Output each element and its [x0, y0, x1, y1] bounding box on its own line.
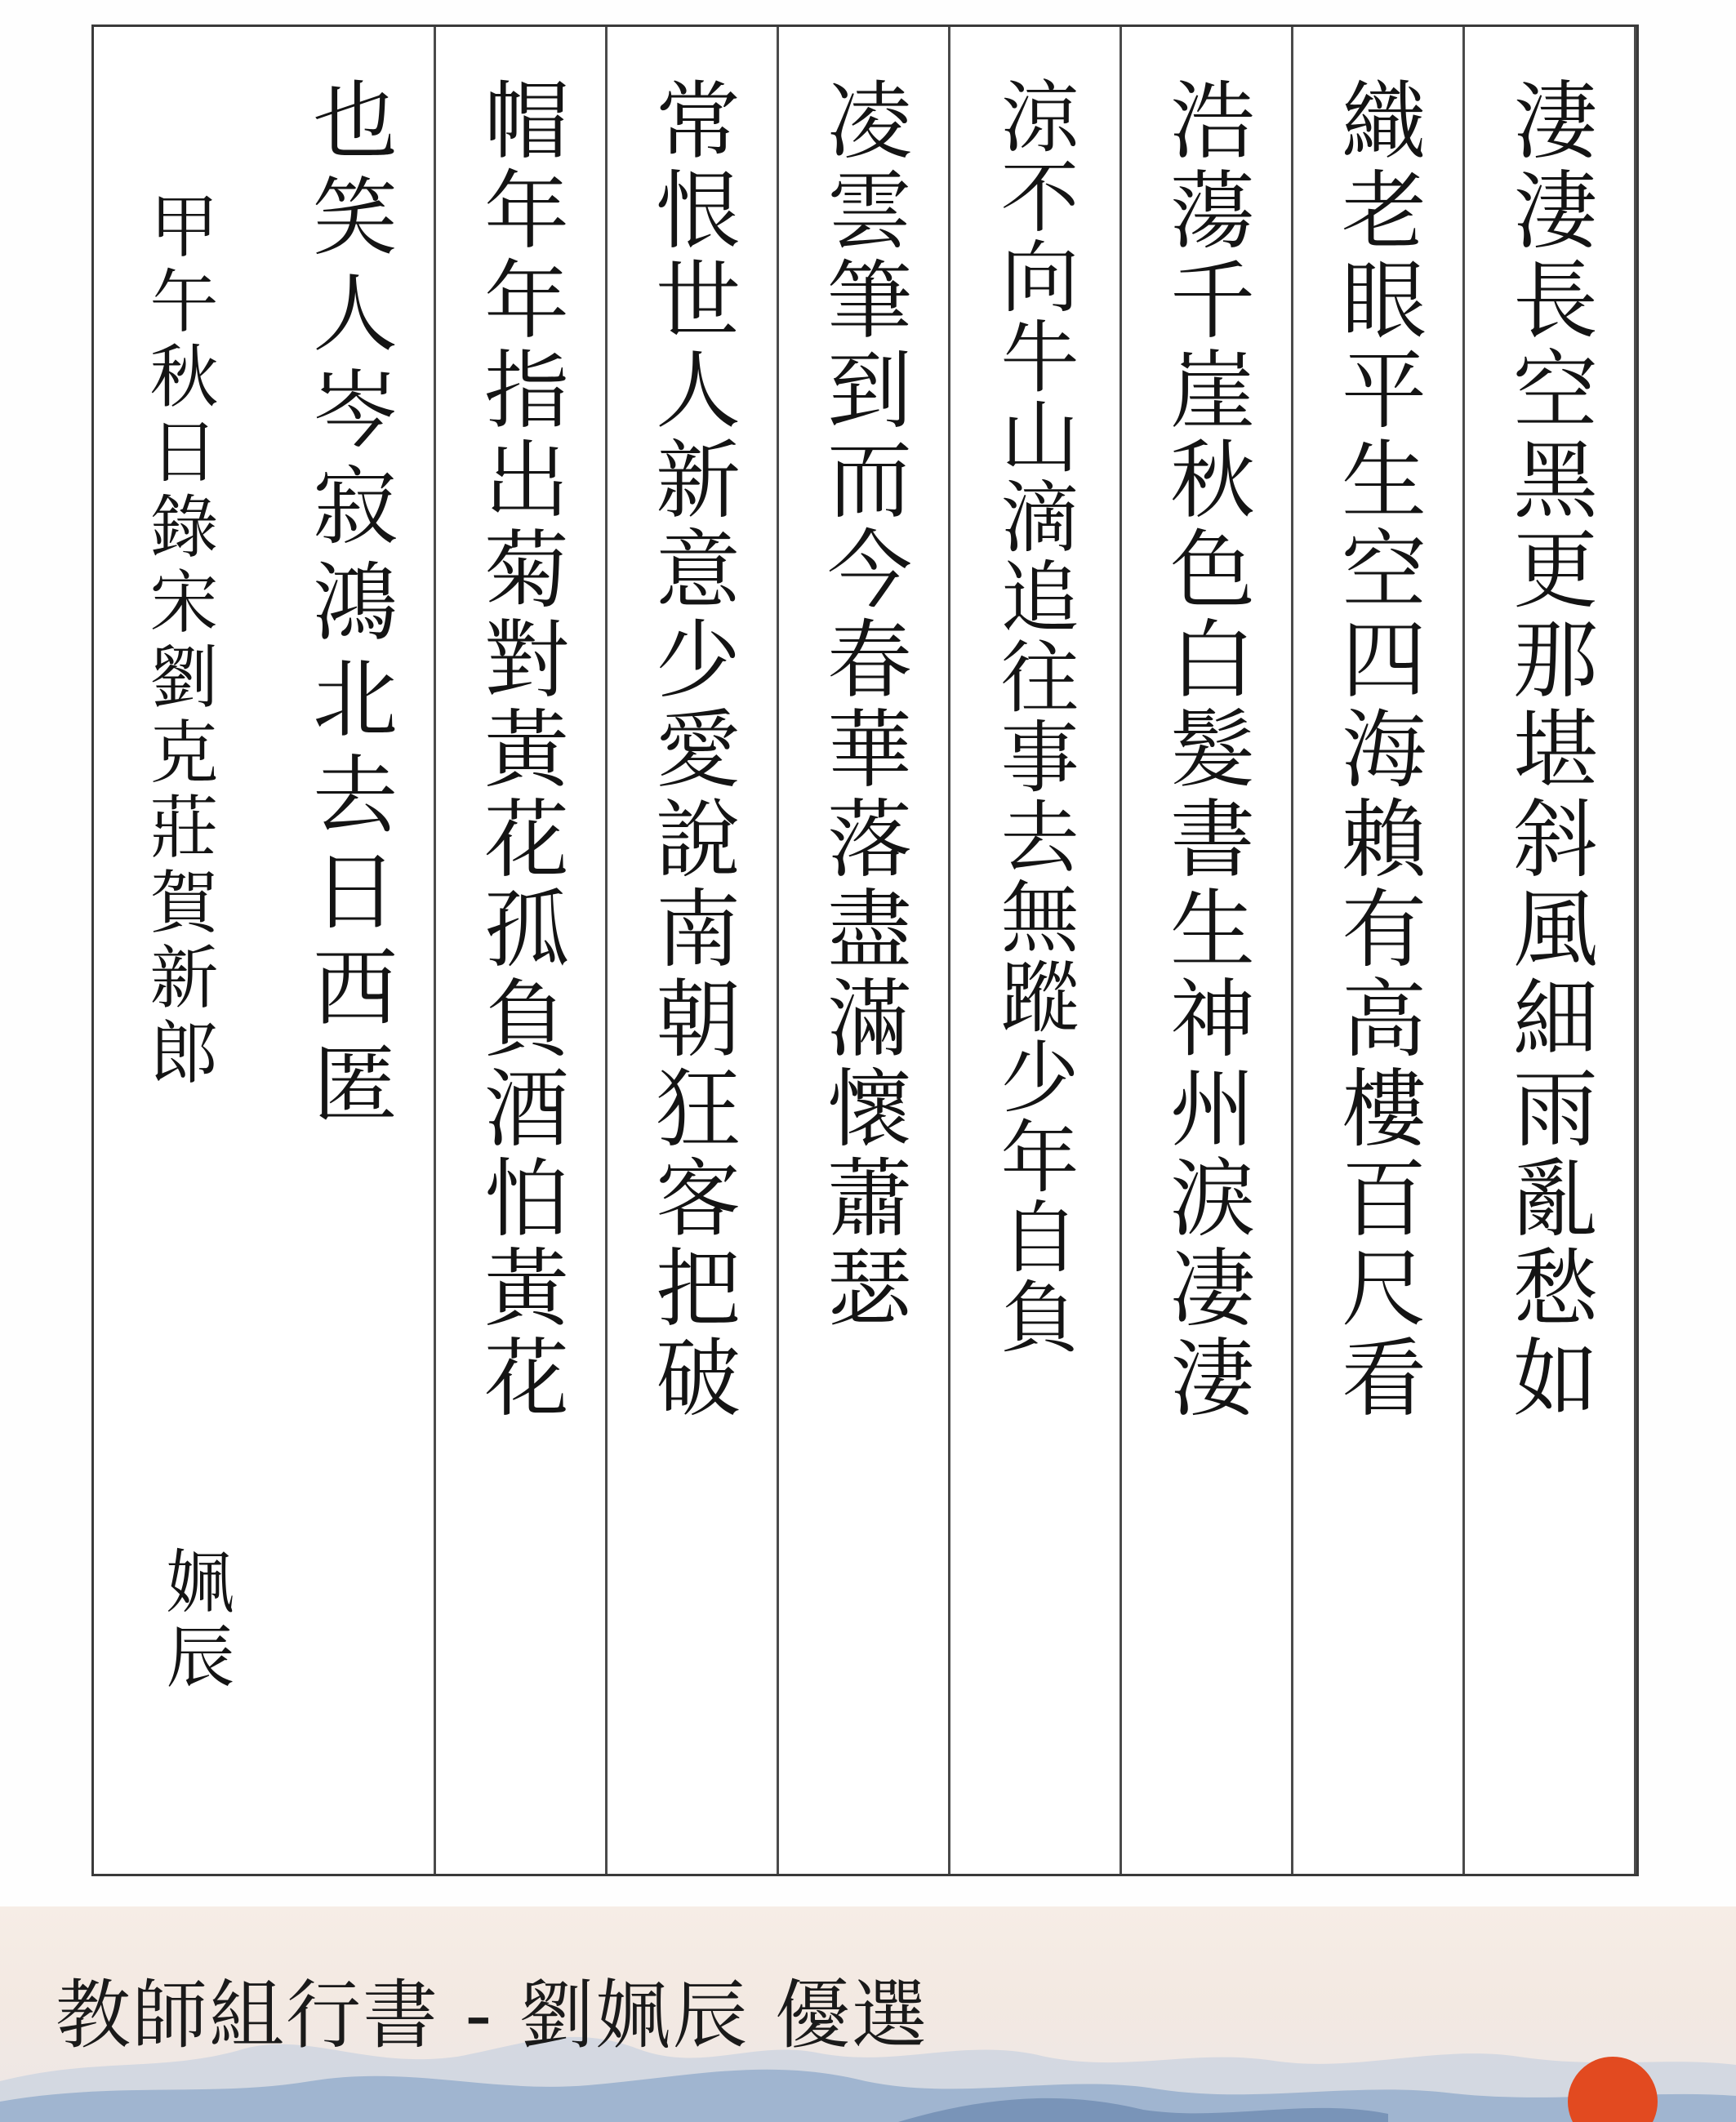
column-3 — [1122, 27, 1293, 1874]
column-1 — [1465, 27, 1636, 1874]
column-text-3: 浩蕩千崖秋色白髮書生神州淚凄淒 — [1155, 76, 1255, 1423]
caption-title: 教師組行書 - 劉姵辰 優選 — [56, 1972, 928, 2059]
column-8 — [265, 27, 436, 1874]
column-text-6: 常恨世人新意少愛說南朝狂客把破 — [641, 76, 741, 1423]
column-9 — [89, 27, 265, 1874]
column-6 — [608, 27, 779, 1874]
signature: 姵辰 — [155, 1546, 235, 1696]
column-text-8: 也笑人岑寂鴻北去日西匿 — [298, 76, 398, 1136]
column-5 — [779, 27, 950, 1874]
column-2 — [1293, 27, 1465, 1874]
column-text-9: 甲午秋日錄宋劉克莊賀新郎 — [139, 190, 219, 1092]
column-text-5: 凌雲筆到而今春華落盡滿懷蕭瑟 — [812, 76, 912, 1333]
column-text-7: 帽年年指出菊對黃花孤負酒怕黃花 — [470, 76, 569, 1423]
calligraphy-sheet — [91, 24, 1639, 1876]
column-text-4: 涼不向牛山滴追往事去無蹤少年自負 — [988, 76, 1079, 1356]
footer-banner — [0, 1906, 1736, 2122]
column-text-1: 淒淒長空黑更那堪斜風細雨亂愁如 — [1498, 76, 1598, 1423]
column-text-2: 織老眼平生空四海賴有高樓百尺看 — [1327, 76, 1427, 1423]
column-4 — [950, 27, 1122, 1874]
column-7 — [436, 27, 608, 1874]
